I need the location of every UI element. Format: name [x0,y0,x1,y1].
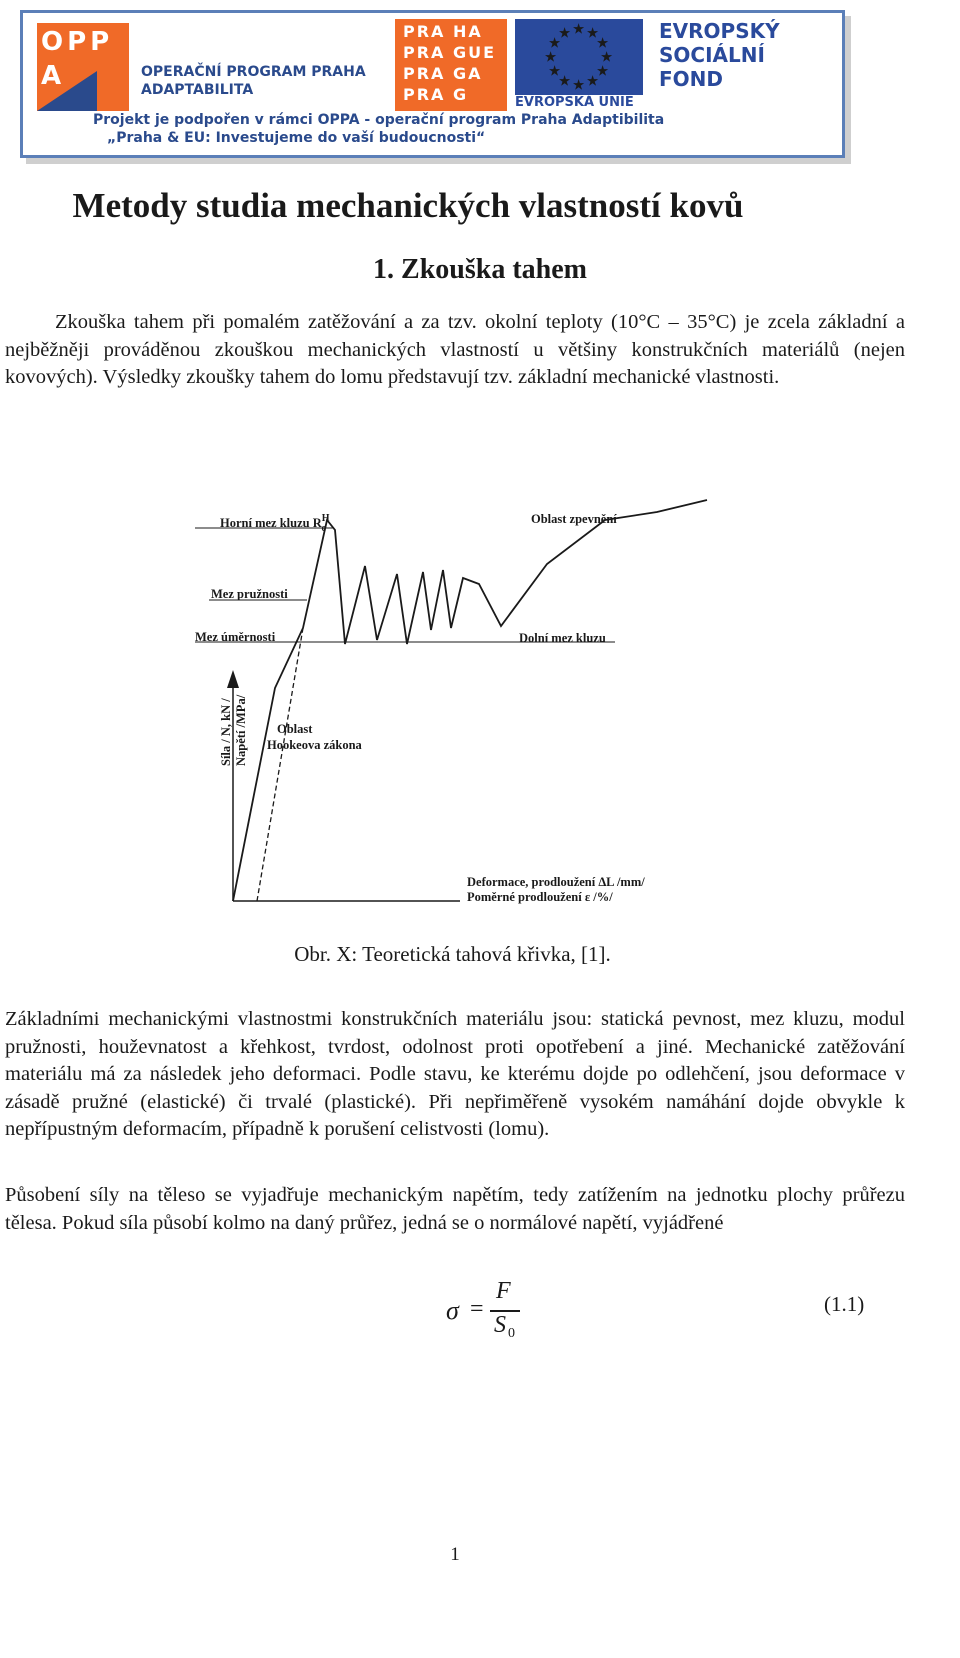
star-icon: ★ [573,78,585,92]
y-axis-arrow-icon [227,670,239,688]
esf-line-1: EVROPSKÝ [659,19,780,43]
praha-line-4: PRA G [403,85,469,104]
star-icon: ★ [549,64,561,78]
star-icon: ★ [545,50,557,64]
eu-stars [515,19,643,95]
star-icon: ★ [549,36,561,50]
eu-flag-icon [515,19,643,95]
stress-paragraph: Působení síly na těleso se vyjadřuje mechanickým napětím, tedy zatížením na jednotku plochy průřezu tělesa. Pokud síla působí kolmo na daný průřez, jedná se o normálové napětí, vyjádřené [5,1184,905,1234]
properties-paragraph: Základními mechanickými vlastnostmi konstrukčních materiálu jsou: statická pevnost, mez kluzu, modul pružnosti, houževnatost a křehkost, tvrdost, odolnost proti opotřebení a jiné. Mechanické zatěžování materiálu má za následek jeho deformaci. Podle stavu, ke kterému dojde po odlehčení, jsou deformace v zásadě pružné (elastické) či trvalé (plastické). Při nepřiměřeně vysokém namáhání dojde obvykle k nepřípustným deformacím, případně k porušení celistvosti (lomu). [5,1008,905,1140]
project-banner [20,10,845,158]
star-icon: ★ [601,50,613,64]
star-icon: ★ [587,26,599,40]
program-line-2: ADAPTABILITA [141,82,254,98]
tensile-curve-diagram [195,448,720,910]
elastic-limit-label: Mez pružnosti [211,587,288,601]
program-name [141,63,366,99]
section-title: 1. Zkouška tahem [373,254,587,285]
banner-subtitle-line-2: „Praha & EU: Investujeme do vaší budoucnosti“ [107,130,486,146]
praha-line-1: PRA HA [403,22,483,41]
banner-subtitle-line-1: Projekt je podpořen v rámci OPPA - operační program Praha Adaptibilita [93,112,665,128]
page-number: 1 [450,1544,460,1565]
formula-equals: = [470,1296,484,1322]
star-icon: ★ [559,26,571,40]
y-axis-label-stress: Napětí /MPa/ [234,694,248,766]
proportional-limit-label: Mez úměrnosti [195,630,276,644]
tensile-curve-figure [195,448,720,910]
stress-formula [440,1278,540,1348]
star-icon: ★ [587,74,599,88]
oppa-logo-text [41,25,113,93]
esf-line-3: FOND [659,67,724,91]
x-axis-label-deformation: Deformace, prodloužení ΔL /mm/ [467,875,645,889]
banner-subtitle [93,111,664,147]
esf-line-2: SOCIÁLNÍ [659,43,765,67]
star-icon: ★ [597,64,609,78]
star-icon: ★ [559,74,571,88]
page-title: Metody studia mechanických vlastností kovů [72,186,744,225]
star-icon: ★ [597,36,609,50]
x-axis-label-strain: Poměrné prodloužení ε /%/ [467,890,613,904]
formula-numerator: F [496,1278,511,1304]
hooke-label-line-2: Hookeova zákona [267,738,362,752]
y-axis-label-force: Síla / N, kN / [219,698,233,766]
praha-line-3: PRA GA [403,64,483,83]
esf-name [659,19,780,91]
upper-yield-label: Horní mez kluzu $R^H$ e [220,513,330,534]
formula-denominator-subscript: 0 [508,1326,515,1341]
oppa-line-2: A [41,61,66,91]
tensile-curve [233,500,707,901]
formula-sigma: σ [446,1296,459,1325]
formula-denominator: S [494,1312,506,1338]
eu-label: EVROPSKÁ UNIE [515,95,634,110]
star-icon: ★ [573,22,585,36]
praha-line-2: PRA GUE [403,43,497,62]
hardening-label: Oblast zpevnění [531,512,617,526]
hooke-label-line-1: Oblast [277,722,313,736]
praha-logo-text [403,21,496,105]
hooke-dashed-line [257,628,303,901]
lower-yield-label: Dolní mez kluzu [519,631,606,645]
program-line-1: OPERAČNÍ PROGRAM PRAHA [141,64,366,80]
oppa-line-1: OPP [41,27,114,57]
equation-number: (1.1) [824,1292,865,1316]
intro-paragraph: Zkouška tahem při pomalém zatěžování a za tzv. okolní teploty (10°C – 35°C) je zcela základní a nejběžněji prováděnou zkouškou mechanických vlastností u většiny konstrukčních materiálů (nejen kovových). Výsledky zkoušky tahem do lomu představují tzv. základní mechanické vlastnosti. [5,311,905,388]
figure-caption: Obr. X: Teoretická tahová křivka, [1]. [294,942,611,966]
